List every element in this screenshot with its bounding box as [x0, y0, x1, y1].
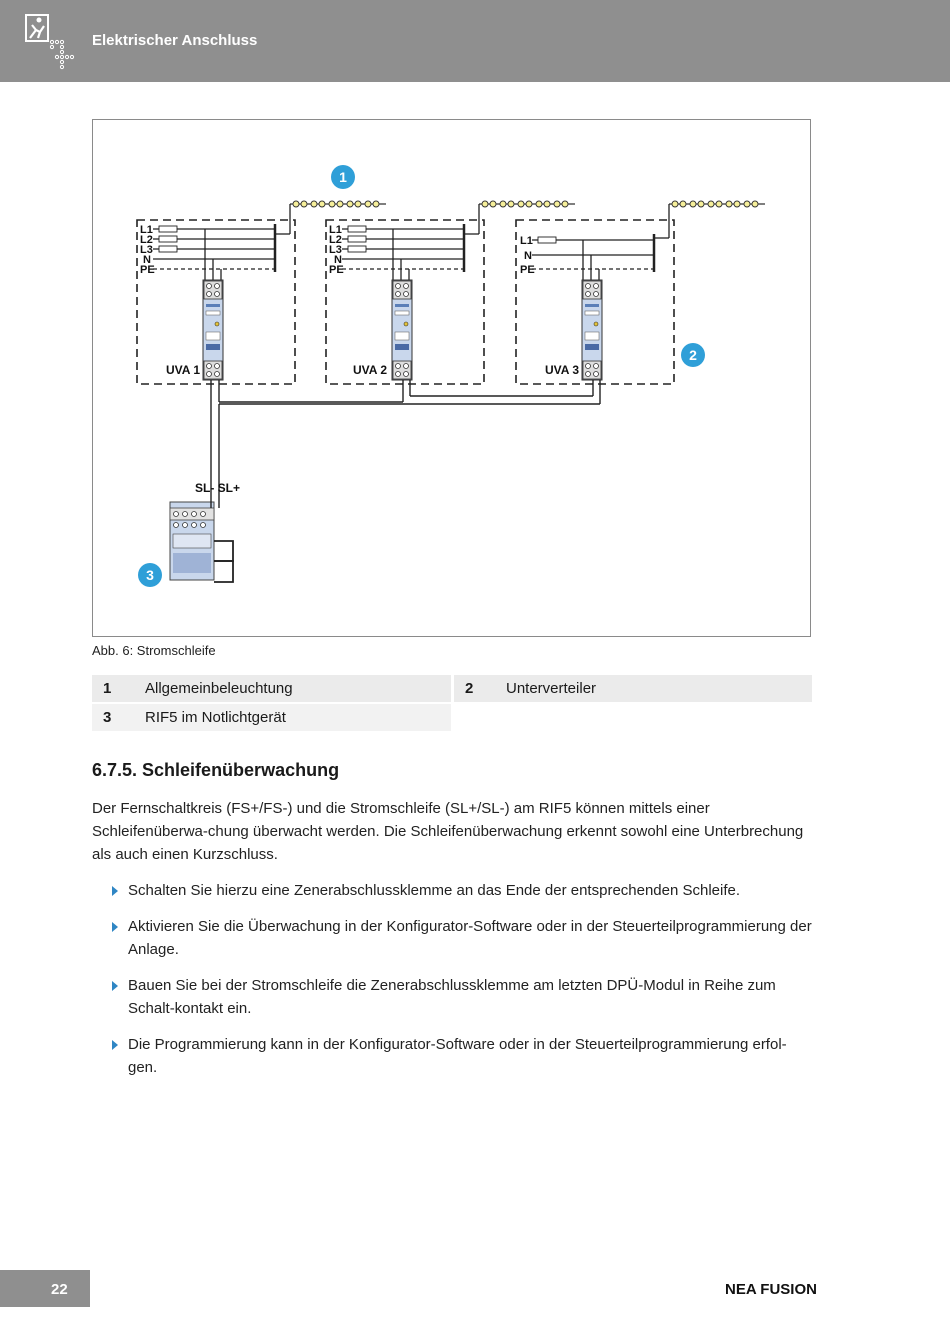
wiring-diagram — [92, 119, 811, 637]
page-number-box — [0, 1270, 90, 1307]
dpu-module-3 — [582, 280, 602, 380]
list-item-text: Schalten Sie hierzu eine Zenerabschlussklemme an das Ende der entsprechenden Schleife. — [128, 882, 741, 899]
svg-text:2: 2 — [689, 347, 697, 363]
svg-text:3: 3 — [146, 567, 154, 583]
product-name: NEA FUSION — [725, 1281, 817, 1298]
arrow-right-icon — [112, 1040, 118, 1050]
legend-item-3 — [92, 704, 451, 731]
legend-text: Unterverteiler — [506, 680, 597, 697]
dpu-module-2 — [392, 280, 412, 380]
instruction-list — [112, 879, 814, 1092]
legend-text: Allgemeinbeleuchtung — [145, 680, 293, 697]
arrow-right-icon — [112, 886, 118, 896]
legend-number: 1 — [103, 680, 112, 697]
uva1-phase-N: N — [143, 254, 151, 266]
rif5-device — [170, 490, 233, 582]
uva2-phase-PE: PE — [329, 264, 344, 276]
uva1-label: UVA 1 — [166, 363, 201, 377]
legend-number: 2 — [465, 680, 474, 697]
section-title: 6.7.5. Schleifenüberwachung — [92, 760, 340, 780]
uva1-phase-L3: L3 — [140, 244, 153, 256]
list-item-text: Bauen Sie bei der Stromschleife die Zenerabschlussklemme am letzten DPÜ-Modul in Reihe zum Schalt-kontakt ein. — [128, 977, 776, 1017]
uva3-phase-N: N — [524, 250, 532, 262]
uva2-phase-L3: L3 — [329, 244, 342, 256]
uva2-label: UVA 2 — [353, 363, 388, 377]
uva2-phase-L2: L2 — [329, 234, 342, 246]
uva3-phase-PE: PE — [520, 264, 535, 276]
legend-item-2 — [454, 675, 812, 702]
list-item — [112, 974, 814, 1020]
legend-item-1 — [92, 675, 451, 702]
uva3-label: UVA 3 — [545, 363, 580, 377]
uva3-phase-L1: L1 — [520, 235, 533, 247]
list-item — [112, 1033, 814, 1079]
callout-1 — [331, 165, 355, 189]
uva1-phase-PE: PE — [140, 264, 155, 276]
list-item — [112, 879, 814, 902]
uva2-phase-L1: L1 — [329, 224, 342, 236]
header-title: Elektrischer Anschluss — [92, 32, 258, 49]
page-number: 22 — [51, 1281, 68, 1298]
emergency-exit-icon — [24, 14, 80, 72]
arrow-right-icon — [112, 981, 118, 991]
uva1-phase-L2: L2 — [140, 234, 153, 246]
uva1-phase-L1: L1 — [140, 224, 153, 236]
list-item — [112, 915, 814, 961]
callout-2 — [681, 343, 705, 367]
svg-text:1: 1 — [339, 169, 347, 185]
page-header — [0, 0, 950, 82]
uva2-phase-N: N — [334, 254, 342, 266]
dpu-module-1 — [203, 280, 223, 380]
list-item-text: Die Programmierung kann in der Konfigurator-Software oder in der Steuerteilprogrammierung erfol-gen. — [128, 1036, 787, 1076]
lamp-chain-3 — [669, 201, 765, 207]
arrow-right-icon — [112, 922, 118, 932]
section-paragraph: Der Fernschaltkreis (FS+/FS-) und die Stromschleife (SL+/SL-) am RIF5 können mittels einer Schleifenüberwa-chung überwacht werden. Die Schleifenüberwachung erkennt sowohl eine Unterbrechung als auch einen Kurzschluss. — [92, 800, 804, 863]
figure-caption: Abb. 6: Stromschleife — [92, 643, 216, 658]
list-item-text: Aktivieren Sie die Überwachung in der Konfigurator-Software oder in der Steuerteilprogrammierung der Anlage. — [128, 918, 812, 958]
lamp-chain-2 — [479, 201, 575, 207]
legend-number: 3 — [103, 709, 112, 726]
legend-text: RIF5 im Notlichtgerät — [145, 709, 286, 726]
loop-terminal-label: SL- SL+ — [195, 481, 241, 495]
lamp-chain-1 — [290, 201, 386, 207]
callout-3 — [138, 563, 162, 587]
